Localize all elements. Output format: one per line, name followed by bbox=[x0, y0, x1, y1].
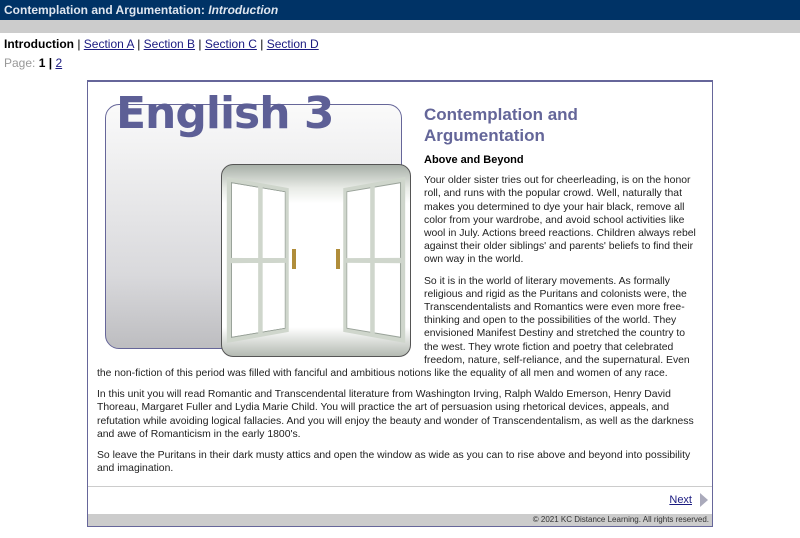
english-3-banner bbox=[105, 88, 413, 360]
separator: | bbox=[48, 56, 53, 70]
copyright-bar: © 2021 KC Distance Learning. All rights reserved. bbox=[88, 514, 712, 526]
window-sash-left bbox=[227, 177, 289, 343]
paragraph: Your older sister tries out for cheerleading, is on the honor roll, and runs with the popular crowd. Well, naturally that makes you determined to dye your hair black, remove all color from your wardrobe, and avoid school activities like wool in July. Actions breed reactions. Children always rebel against their older siblings' and parents' beliefs to find their own way in the world. bbox=[424, 175, 696, 266]
nav-section-c[interactable]: Section C bbox=[204, 37, 257, 51]
separator: | bbox=[260, 37, 264, 51]
paragraph: In this unit you will read Romantic and Transcendental literature from Washington Irving, Ralph Waldo Emerson, Henry David Thoreau, Margaret Fuller and Lydia Marie Child. You will practice the art of persuasion using rhetorical devices, appeals, and refutation while avoiding logical fallacies. And you will enjoy the beauty and wonder of Transcendentalism, as well as the darkness and awe of Romanticism in the early 1800's. bbox=[97, 389, 694, 440]
banner-logo-text: English 3 bbox=[116, 88, 334, 139]
paragraph: So leave the Puritans in their dark musty attics and open the window as wide as you can to rise above and beyond into possibility and imagination. bbox=[97, 450, 691, 475]
nav-section-a[interactable]: Section A bbox=[83, 37, 134, 51]
window-handle-right bbox=[336, 249, 340, 269]
section-nav bbox=[4, 37, 319, 51]
window-sash-right bbox=[343, 177, 405, 343]
separator: | bbox=[77, 37, 81, 51]
page-2-link[interactable]: 2 bbox=[55, 56, 63, 70]
next-link[interactable]: Next bbox=[669, 494, 692, 506]
page-current: 1 bbox=[38, 56, 46, 70]
separator: | bbox=[137, 37, 141, 51]
section-title: Introduction bbox=[208, 3, 279, 17]
lesson-subtitle: Above and Beyond bbox=[424, 154, 524, 166]
nav-introduction-current: Introduction bbox=[4, 37, 74, 51]
course-header bbox=[0, 0, 800, 20]
window-handle-left bbox=[292, 249, 296, 269]
next-arrow-icon[interactable] bbox=[700, 493, 708, 507]
header-divider bbox=[0, 20, 800, 33]
pager-label: Page: bbox=[4, 56, 36, 70]
nav-section-b[interactable]: Section B bbox=[143, 37, 196, 51]
paragraph: So it is in the world of literary movements. As formally religious and rigid as the Puritans and colonists were, the Transcendentalists and Romantics were even more free-thinking and open to the possibilities of the world. They envisioned Manifest Destiny and stretched the country to the west. They wrote fiction and poetry that celebrated freedom, nature, self-reliance, and the supernatural. Even the non-fiction of this period was filled with fanciful and ambitious notions like the equality of all men and women of any race. bbox=[97, 275, 690, 380]
pager bbox=[4, 56, 62, 70]
course-title: Contemplation and Argumentation: bbox=[4, 3, 205, 17]
lesson-panel bbox=[87, 80, 713, 527]
separator: | bbox=[198, 37, 202, 51]
nav-section-d[interactable]: Section D bbox=[266, 37, 319, 51]
lesson-title: Contemplation and Argumentation bbox=[424, 105, 578, 145]
open-window-image bbox=[221, 164, 411, 357]
divider bbox=[88, 486, 712, 487]
